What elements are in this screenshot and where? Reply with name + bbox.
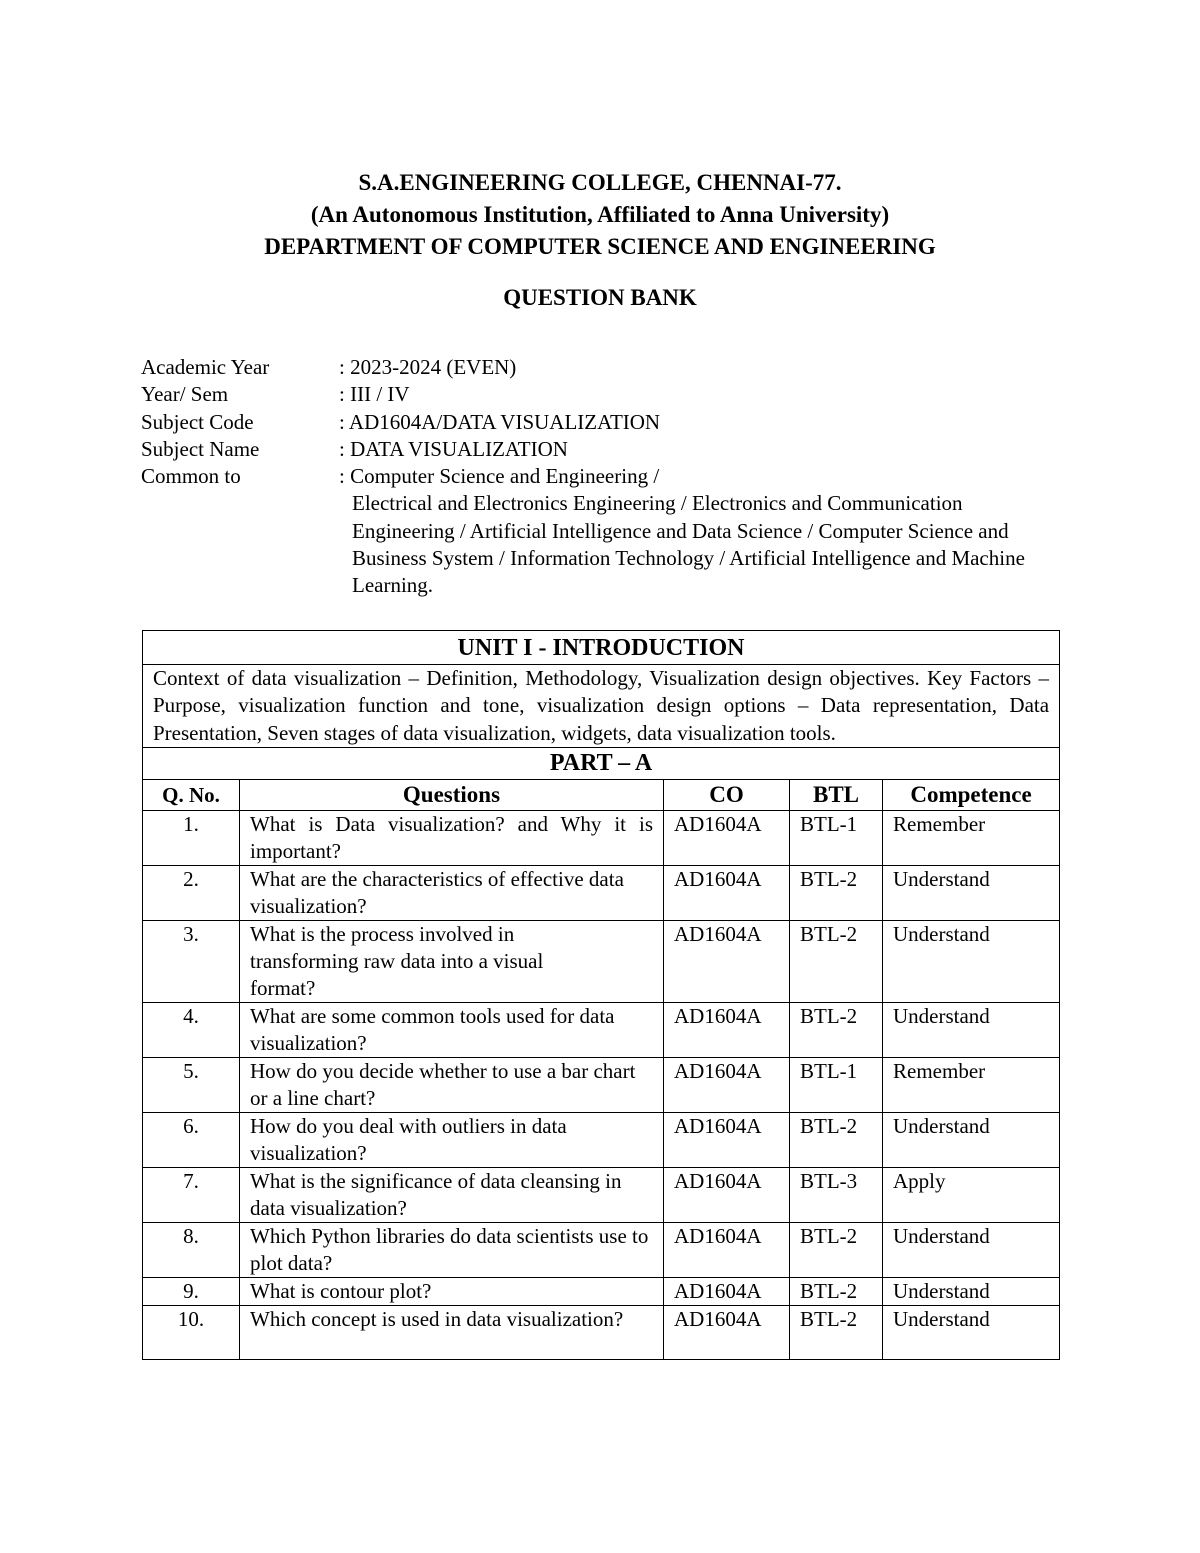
year-sem-value: : III / IV — [339, 382, 410, 407]
question-competence: Understand — [883, 1305, 1060, 1359]
question-competence: Remember — [883, 1057, 1060, 1112]
question-number: 10. — [143, 1305, 240, 1359]
column-header-co: CO — [664, 779, 790, 810]
question-number: 8. — [143, 1222, 240, 1277]
question-text: What is the process involved in transforming raw data into a visual format? — [240, 920, 664, 1002]
question-number: 9. — [143, 1277, 240, 1305]
question-btl: BTL-2 — [790, 920, 883, 1002]
course-details — [141, 354, 1067, 600]
question-number: 2. — [143, 865, 240, 920]
common-to-continuation: Electrical and Electronics Engineering / Electronics and Communication Engineering / Artificial Intelligence and Data Science / Computer Science and Business System / Information Technology / Artificial Intelligence and Machine Learning. — [352, 491, 1025, 598]
column-header-qno: Q. No. — [143, 779, 240, 810]
question-text: What are the characteristics of effective data visualization? — [240, 865, 664, 920]
column-header-competence: Competence — [883, 779, 1060, 810]
question-number: 3. — [143, 920, 240, 1002]
question-btl: BTL-3 — [790, 1167, 883, 1222]
table-row — [143, 1222, 1060, 1277]
question-co: AD1604A — [664, 920, 790, 1002]
question-btl: BTL-1 — [790, 810, 883, 865]
table-row — [143, 920, 1060, 1002]
common-to-row — [141, 463, 1067, 490]
unit-title: UNIT I - INTRODUCTION — [143, 631, 1060, 665]
question-text: How do you deal with outliers in data visualization? — [240, 1112, 664, 1167]
question-competence: Understand — [883, 1222, 1060, 1277]
subject-code-value: : AD1604A/DATA VISUALIZATION — [339, 409, 661, 434]
part-title: PART – A — [143, 747, 1060, 779]
question-text: What is Data visualization? and Why it is important? — [240, 810, 664, 865]
document-title: QUESTION BANK — [503, 285, 697, 310]
question-co: AD1604A — [664, 1002, 790, 1057]
academic-year-row — [141, 354, 1067, 381]
question-btl: BTL-1 — [790, 1057, 883, 1112]
column-header-questions: Questions — [240, 779, 664, 810]
question-text: Which Python libraries do data scientists use to plot data? — [240, 1222, 664, 1277]
column-header-btl: BTL — [790, 779, 883, 810]
question-btl: BTL-2 — [790, 1112, 883, 1167]
common-to-value: : Computer Science and Engineering / — [339, 464, 660, 489]
question-text: How do you decide whether to use a bar chart or a line chart? — [240, 1057, 664, 1112]
question-text: What is contour plot? — [240, 1277, 664, 1305]
question-btl: BTL-2 — [790, 865, 883, 920]
question-competence: Understand — [883, 920, 1060, 1002]
question-co: AD1604A — [664, 1057, 790, 1112]
subject-name-value: : DATA VISUALIZATION — [339, 436, 568, 461]
subject-code-label: Subject Code — [141, 409, 254, 434]
academic-year-label: Academic Year — [141, 355, 270, 379]
question-number: 6. — [143, 1112, 240, 1167]
subject-name-row — [141, 436, 1067, 463]
question-text: What is the significance of data cleansing in data visualization? — [240, 1167, 664, 1222]
subject-name-label: Subject Name — [141, 436, 260, 461]
common-to-label: Common to — [141, 464, 241, 489]
question-co: AD1604A — [664, 1112, 790, 1167]
department-name: DEPARTMENT OF COMPUTER SCIENCE AND ENGINEERING — [264, 234, 936, 259]
question-btl: BTL-2 — [790, 1305, 883, 1359]
table-row — [143, 1305, 1060, 1359]
table-row — [143, 865, 1060, 920]
question-btl: BTL-2 — [790, 1222, 883, 1277]
table-header-row — [143, 779, 1060, 810]
unit-description: Context of data visualization – Definition, Methodology, Visualization design objectives. Key Factors – Purpose, visualization function and tone, visualization design options – Data representation, Data Presentation, Seven stages of data visualization, widgets, data visualization tools. — [143, 665, 1060, 748]
institution-subtitle: (An Autonomous Institution, Affiliated to Anna University) — [310, 202, 890, 227]
table-row — [143, 810, 1060, 865]
question-co: AD1604A — [664, 1167, 790, 1222]
question-btl: BTL-2 — [790, 1277, 883, 1305]
question-competence: Understand — [883, 1277, 1060, 1305]
question-co: AD1604A — [664, 810, 790, 865]
question-btl: BTL-2 — [790, 1002, 883, 1057]
question-co: AD1604A — [664, 1305, 790, 1359]
question-text: What are some common tools used for data visualization? — [240, 1002, 664, 1057]
academic-year-value: : 2023-2024 (EVEN) — [339, 355, 517, 379]
question-co: AD1604A — [664, 865, 790, 920]
year-sem-row — [141, 381, 1067, 408]
question-number: 5. — [143, 1057, 240, 1112]
table-row — [143, 1277, 1060, 1305]
question-number: 1. — [143, 810, 240, 865]
question-competence: Understand — [883, 1112, 1060, 1167]
table-row — [143, 1167, 1060, 1222]
question-competence: Understand — [883, 1002, 1060, 1057]
question-number: 4. — [143, 1002, 240, 1057]
question-number: 7. — [143, 1167, 240, 1222]
college-name: S.A.ENGINEERING COLLEGE, CHENNAI-77. — [358, 170, 842, 195]
question-competence: Remember — [883, 810, 1060, 865]
question-competence: Understand — [883, 865, 1060, 920]
question-co: AD1604A — [664, 1222, 790, 1277]
table-row — [143, 1112, 1060, 1167]
table-row — [143, 1057, 1060, 1112]
question-competence: Apply — [883, 1167, 1060, 1222]
subject-code-row — [141, 409, 1067, 436]
question-co: AD1604A — [664, 1277, 790, 1305]
question-table — [142, 630, 1060, 1360]
year-sem-label: Year/ Sem — [141, 382, 229, 407]
question-text: Which concept is used in data visualization? — [240, 1305, 664, 1359]
table-row — [143, 1002, 1060, 1057]
